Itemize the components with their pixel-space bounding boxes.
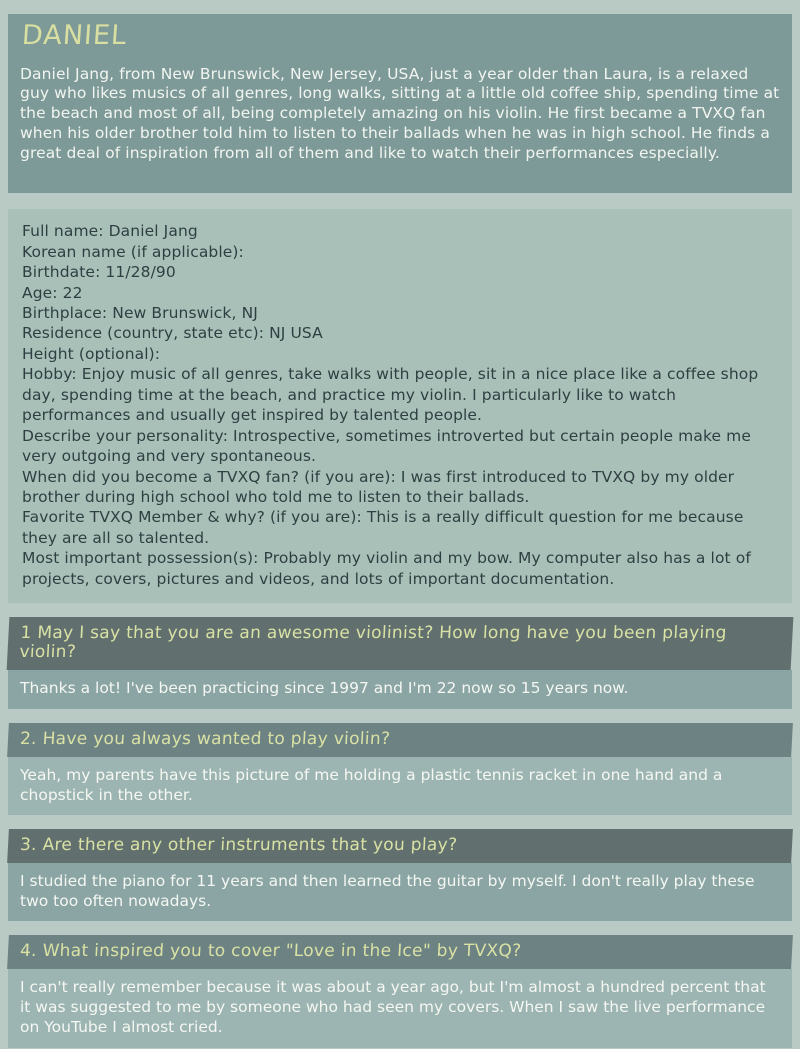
profile-line: Hobby: Enjoy music of all genres, take walks with people, sit in a nice place like a coffee shop day, spending time at the beach, and practice my violin. I particularly like to watch performances and usually get inspired by talented people. (22, 365, 759, 425)
qa-answer: I studied the piano for 11 years and then learned the guitar by myself. I don't really play these two too often nowadays. (8, 863, 792, 921)
qa-item (8, 829, 792, 921)
profile-section (8, 209, 792, 603)
qa-answer: Thanks a lot! I've been practicing since 1997 and I'm 22 now so 15 years now. (8, 670, 792, 708)
profile-line: When did you become a TVXQ fan? (if you are): I was first introduced to TVXQ by my older brother during high school who told me to listen to their ballads. (22, 467, 735, 507)
profile-line: Height (optional): (22, 344, 161, 363)
profile-line: Full name: Daniel Jang (22, 222, 198, 241)
qa-question: 1 May I say that you are an awesome violinist? How long have you been playing violin? (7, 617, 794, 670)
qa-item (8, 723, 792, 815)
qa-item (8, 617, 792, 708)
page-title: DANIEL (20, 20, 129, 51)
intro-section (8, 14, 792, 193)
profile-line: Birthdate: 11/28/90 (22, 263, 176, 282)
profile-line: Describe your personality: Introspective, sometimes introverted but certain people make me very outgoing and very spontaneous. (22, 426, 751, 466)
qa-question: 3. Are there any other instruments that you play? (7, 829, 793, 863)
profile-line: Age: 22 (22, 283, 83, 302)
profile-line: Most important possession(s): Probably my violin and my bow. My computer also has a lot of projects, covers, pictures and videos, and lots of important documentation. (22, 549, 751, 588)
profile-line: Korean name (if applicable): (22, 242, 244, 261)
qa-item (8, 935, 792, 1047)
intro-paragraph: Daniel Jang, from New Brunswick, New Jersey, USA, just a year older than Laura, is a relaxed guy who likes musics of all genres, long walks, sitting at a little old coffee ship, spending time at the beach and most of all, being completely amazing on his violin. He first became a TVXQ fan when his older brother told him to listen to their ballads when he was in high school. He finds a great deal of inspiration from all of them and like to watch their performances especially. (20, 64, 780, 162)
profile-line: Residence (country, state etc): NJ USA (22, 324, 323, 343)
qa-question: 4. What inspired you to cover "Love in the Ice" by TVXQ? (7, 935, 793, 969)
qa-answer: Yeah, my parents have this picture of me holding a plastic tennis racket in one hand and a chopstick in the other. (8, 757, 792, 815)
profile-line: Favorite TVXQ Member & why? (if you are): This is a really difficult question for me because they are all so talented. (22, 508, 744, 547)
profile-line: Birthplace: New Brunswick, NJ (22, 303, 258, 322)
qa-question: 2. Have you always wanted to play violin? (7, 723, 793, 757)
document-page (0, 14, 800, 1049)
qa-answer: I can't really remember because it was about a year ago, but I'm almost a hundred percent that it was suggested to me by someone who had seen my covers. When I saw the live performance on YouTube I almost cried. (8, 969, 792, 1047)
